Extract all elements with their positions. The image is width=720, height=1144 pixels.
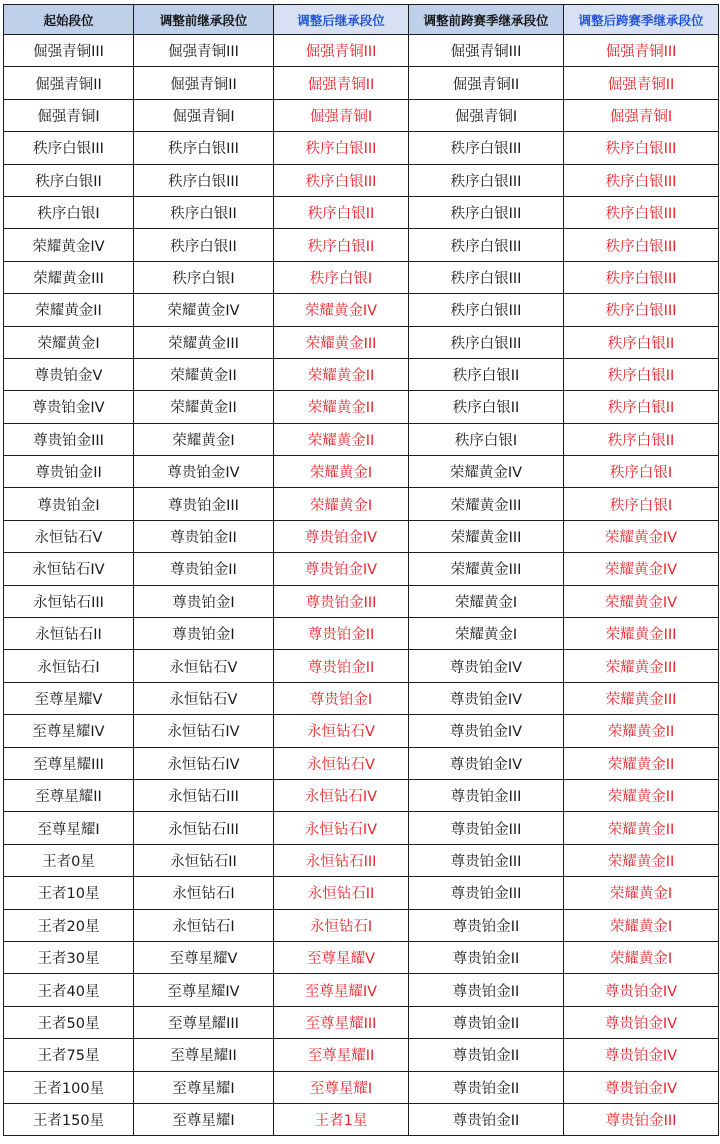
- cell-after-inherit: 荣耀黄金I: [274, 456, 409, 488]
- cell-after-cross-season: 荣耀黄金I: [564, 909, 719, 941]
- cell-after-inherit: 倔强青铜I: [274, 99, 409, 131]
- cell-before-inherit: 永恒钻石II: [134, 844, 274, 876]
- cell-after-inherit: 尊贵铂金IV: [274, 553, 409, 585]
- cell-before-inherit: 永恒钻石IV: [134, 715, 274, 747]
- cell-before-inherit: 尊贵铂金I: [134, 618, 274, 650]
- cell-after-cross-season: 倔强青铜III: [564, 35, 719, 67]
- cell-before-inherit: 永恒钻石IV: [134, 747, 274, 779]
- table-row: [4, 682, 719, 714]
- cell-before-cross-season: 秩序白银III: [409, 294, 564, 326]
- cell-after-cross-season: 荣耀黄金II: [564, 812, 719, 844]
- cell-before-inherit: 荣耀黄金I: [134, 423, 274, 455]
- cell-before-cross-season: 秩序白银III: [409, 229, 564, 261]
- cell-before-inherit: 永恒钻石I: [134, 909, 274, 941]
- cell-after-inherit: 至尊星耀IV: [274, 974, 409, 1006]
- table-row: [4, 779, 719, 811]
- cell-after-inherit: 秩序白银III: [274, 132, 409, 164]
- cell-before-inherit: 荣耀黄金IV: [134, 294, 274, 326]
- cell-before-cross-season: 尊贵铂金II: [409, 909, 564, 941]
- table-row: [4, 456, 719, 488]
- cell-after-inherit: 尊贵铂金II: [274, 650, 409, 682]
- table-row: [4, 747, 719, 779]
- cell-after-inherit: 永恒钻石V: [274, 747, 409, 779]
- cell-before-cross-season: 尊贵铂金III: [409, 877, 564, 909]
- cell-after-inherit: 永恒钻石III: [274, 844, 409, 876]
- cell-after-cross-season: 荣耀黄金I: [564, 941, 719, 973]
- table-row: [4, 423, 719, 455]
- cell-start-rank: 尊贵铂金V: [4, 358, 134, 390]
- cell-after-inherit: 永恒钻石IV: [274, 812, 409, 844]
- table-row: [4, 99, 719, 131]
- cell-before-inherit: 尊贵铂金IV: [134, 456, 274, 488]
- table-row: [4, 1006, 719, 1038]
- cell-after-inherit: 至尊星耀III: [274, 1006, 409, 1038]
- cell-after-inherit: 荣耀黄金II: [274, 423, 409, 455]
- header-after-cross-season: 调整后跨赛季继承段位: [564, 5, 719, 35]
- table-row: [4, 294, 719, 326]
- cell-before-cross-season: 秩序白银II: [409, 358, 564, 390]
- cell-after-inherit: 尊贵铂金IV: [274, 520, 409, 552]
- cell-before-inherit: 秩序白银II: [134, 196, 274, 228]
- cell-after-cross-season: 荣耀黄金IV: [564, 553, 719, 585]
- cell-after-cross-season: 秩序白银II: [564, 326, 719, 358]
- cell-before-inherit: 至尊星耀II: [134, 1039, 274, 1071]
- cell-after-cross-season: 秩序白银I: [564, 456, 719, 488]
- table-row: [4, 909, 719, 941]
- cell-start-rank: 至尊星耀V: [4, 682, 134, 714]
- cell-before-cross-season: 尊贵铂金III: [409, 812, 564, 844]
- table-row: [4, 488, 719, 520]
- cell-after-inherit: 秩序白银I: [274, 261, 409, 293]
- cell-after-cross-season: 倔强青铜I: [564, 99, 719, 131]
- cell-start-rank: 尊贵铂金III: [4, 423, 134, 455]
- cell-after-inherit: 至尊星耀I: [274, 1071, 409, 1103]
- cell-after-inherit: 荣耀黄金III: [274, 326, 409, 358]
- cell-after-inherit: 至尊星耀II: [274, 1039, 409, 1071]
- cell-before-inherit: 秩序白银III: [134, 164, 274, 196]
- cell-after-cross-season: 倔强青铜II: [564, 67, 719, 99]
- cell-start-rank: 王者30星: [4, 941, 134, 973]
- cell-after-cross-season: 尊贵铂金III: [564, 1103, 719, 1135]
- cell-after-cross-season: 荣耀黄金I: [564, 877, 719, 909]
- cell-before-inherit: 尊贵铂金II: [134, 553, 274, 585]
- table-row: [4, 1071, 719, 1103]
- cell-start-rank: 尊贵铂金IV: [4, 391, 134, 423]
- cell-before-cross-season: 荣耀黄金III: [409, 553, 564, 585]
- cell-before-cross-season: 秩序白银III: [409, 326, 564, 358]
- header-before-inherit: 调整前继承段位: [134, 5, 274, 35]
- table-row: [4, 520, 719, 552]
- cell-start-rank: 永恒钻石II: [4, 618, 134, 650]
- table-row: [4, 1103, 719, 1135]
- cell-before-inherit: 永恒钻石V: [134, 682, 274, 714]
- cell-after-cross-season: 秩序白银III: [564, 132, 719, 164]
- cell-start-rank: 秩序白银II: [4, 164, 134, 196]
- cell-after-inherit: 尊贵铂金I: [274, 682, 409, 714]
- cell-after-cross-season: 秩序白银II: [564, 391, 719, 423]
- cell-after-inherit: 荣耀黄金II: [274, 391, 409, 423]
- cell-before-cross-season: 尊贵铂金II: [409, 1103, 564, 1135]
- cell-before-cross-season: 秩序白银II: [409, 391, 564, 423]
- cell-start-rank: 王者40星: [4, 974, 134, 1006]
- cell-start-rank: 尊贵铂金I: [4, 488, 134, 520]
- header-before-cross-season: 调整前跨赛季继承段位: [409, 5, 564, 35]
- cell-before-inherit: 至尊星耀III: [134, 1006, 274, 1038]
- cell-after-cross-season: 秩序白银III: [564, 229, 719, 261]
- cell-before-cross-season: 荣耀黄金III: [409, 520, 564, 552]
- cell-start-rank: 永恒钻石IV: [4, 553, 134, 585]
- table-row: [4, 650, 719, 682]
- cell-after-cross-season: 荣耀黄金IV: [564, 585, 719, 617]
- cell-before-cross-season: 尊贵铂金IV: [409, 650, 564, 682]
- cell-after-inherit: 永恒钻石V: [274, 715, 409, 747]
- cell-before-cross-season: 秩序白银III: [409, 132, 564, 164]
- cell-before-cross-season: 倔强青铜I: [409, 99, 564, 131]
- cell-before-cross-season: 荣耀黄金I: [409, 618, 564, 650]
- table-row: [4, 812, 719, 844]
- rank-inheritance-table: [3, 4, 719, 1136]
- cell-before-inherit: 永恒钻石I: [134, 877, 274, 909]
- cell-before-inherit: 永恒钻石III: [134, 779, 274, 811]
- table-row: [4, 67, 719, 99]
- cell-after-cross-season: 荣耀黄金IV: [564, 520, 719, 552]
- cell-before-inherit: 荣耀黄金III: [134, 326, 274, 358]
- cell-before-inherit: 永恒钻石III: [134, 812, 274, 844]
- table-row: [4, 164, 719, 196]
- cell-start-rank: 至尊星耀IV: [4, 715, 134, 747]
- table-row: [4, 261, 719, 293]
- cell-after-inherit: 尊贵铂金II: [274, 618, 409, 650]
- table-row: [4, 941, 719, 973]
- cell-start-rank: 至尊星耀II: [4, 779, 134, 811]
- cell-before-cross-season: 荣耀黄金I: [409, 585, 564, 617]
- rank-inheritance-table-wrapper: [3, 4, 718, 1136]
- cell-after-cross-season: 尊贵铂金IV: [564, 974, 719, 1006]
- cell-before-inherit: 至尊星耀V: [134, 941, 274, 973]
- cell-before-cross-season: 尊贵铂金II: [409, 1006, 564, 1038]
- cell-after-inherit: 秩序白银II: [274, 196, 409, 228]
- cell-before-cross-season: 尊贵铂金II: [409, 941, 564, 973]
- table-row: [4, 844, 719, 876]
- cell-after-inherit: 秩序白银II: [274, 229, 409, 261]
- cell-before-cross-season: 秩序白银III: [409, 261, 564, 293]
- cell-before-cross-season: 秩序白银III: [409, 196, 564, 228]
- cell-after-cross-season: 尊贵铂金IV: [564, 1006, 719, 1038]
- cell-after-cross-season: 荣耀黄金II: [564, 779, 719, 811]
- cell-after-cross-season: 尊贵铂金IV: [564, 1071, 719, 1103]
- cell-after-cross-season: 秩序白银III: [564, 164, 719, 196]
- cell-start-rank: 永恒钻石III: [4, 585, 134, 617]
- cell-before-inherit: 至尊星耀IV: [134, 974, 274, 1006]
- table-row: [4, 391, 719, 423]
- cell-start-rank: 倔强青铜I: [4, 99, 134, 131]
- cell-start-rank: 至尊星耀III: [4, 747, 134, 779]
- cell-before-cross-season: 尊贵铂金IV: [409, 715, 564, 747]
- cell-after-inherit: 永恒钻石II: [274, 877, 409, 909]
- cell-before-cross-season: 尊贵铂金II: [409, 1071, 564, 1103]
- cell-start-rank: 荣耀黄金III: [4, 261, 134, 293]
- cell-before-inherit: 秩序白银II: [134, 229, 274, 261]
- cell-start-rank: 王者50星: [4, 1006, 134, 1038]
- cell-after-inherit: 倔强青铜II: [274, 67, 409, 99]
- cell-before-cross-season: 荣耀黄金IV: [409, 456, 564, 488]
- cell-after-inherit: 至尊星耀V: [274, 941, 409, 973]
- cell-before-cross-season: 尊贵铂金III: [409, 779, 564, 811]
- cell-before-inherit: 倔强青铜II: [134, 67, 274, 99]
- cell-before-inherit: 秩序白银III: [134, 132, 274, 164]
- cell-start-rank: 尊贵铂金II: [4, 456, 134, 488]
- cell-after-inherit: 倔强青铜III: [274, 35, 409, 67]
- table-row: [4, 35, 719, 67]
- cell-after-cross-season: 荣耀黄金II: [564, 715, 719, 747]
- cell-after-inherit: 永恒钻石I: [274, 909, 409, 941]
- cell-after-cross-season: 秩序白银II: [564, 358, 719, 390]
- cell-before-inherit: 秩序白银I: [134, 261, 274, 293]
- cell-start-rank: 荣耀黄金I: [4, 326, 134, 358]
- table-row: [4, 1039, 719, 1071]
- cell-after-inherit: 荣耀黄金IV: [274, 294, 409, 326]
- table-header: [4, 5, 719, 35]
- cell-start-rank: 王者10星: [4, 877, 134, 909]
- cell-before-cross-season: 荣耀黄金III: [409, 488, 564, 520]
- table-row: [4, 326, 719, 358]
- cell-start-rank: 秩序白银III: [4, 132, 134, 164]
- cell-before-inherit: 至尊星耀I: [134, 1071, 274, 1103]
- header-row: [4, 5, 719, 35]
- cell-start-rank: 王者75星: [4, 1039, 134, 1071]
- cell-after-cross-season: 秩序白银III: [564, 261, 719, 293]
- cell-before-cross-season: 尊贵铂金IV: [409, 747, 564, 779]
- cell-after-cross-season: 秩序白银III: [564, 196, 719, 228]
- cell-before-inherit: 尊贵铂金III: [134, 488, 274, 520]
- table-row: [4, 132, 719, 164]
- cell-start-rank: 王者150星: [4, 1103, 134, 1135]
- table-row: [4, 715, 719, 747]
- cell-after-inherit: 荣耀黄金I: [274, 488, 409, 520]
- cell-after-cross-season: 荣耀黄金II: [564, 844, 719, 876]
- cell-start-rank: 至尊星耀I: [4, 812, 134, 844]
- cell-before-inherit: 尊贵铂金I: [134, 585, 274, 617]
- cell-after-cross-season: 荣耀黄金II: [564, 747, 719, 779]
- cell-start-rank: 倔强青铜II: [4, 67, 134, 99]
- table-row: [4, 553, 719, 585]
- cell-before-cross-season: 秩序白银III: [409, 164, 564, 196]
- table-row: [4, 358, 719, 390]
- cell-start-rank: 荣耀黄金II: [4, 294, 134, 326]
- cell-before-inherit: 倔强青铜III: [134, 35, 274, 67]
- cell-after-inherit: 秩序白银III: [274, 164, 409, 196]
- cell-start-rank: 倔强青铜III: [4, 35, 134, 67]
- cell-before-inherit: 荣耀黄金II: [134, 391, 274, 423]
- cell-before-inherit: 至尊星耀I: [134, 1103, 274, 1135]
- table-row: [4, 229, 719, 261]
- cell-before-cross-season: 尊贵铂金II: [409, 1039, 564, 1071]
- cell-after-cross-season: 秩序白银III: [564, 294, 719, 326]
- cell-after-inherit: 王者1星: [274, 1103, 409, 1135]
- cell-before-cross-season: 倔强青铜III: [409, 35, 564, 67]
- cell-after-cross-season: 秩序白银II: [564, 423, 719, 455]
- table-row: [4, 974, 719, 1006]
- table-body: [4, 35, 719, 1136]
- cell-start-rank: 王者0星: [4, 844, 134, 876]
- cell-start-rank: 王者20星: [4, 909, 134, 941]
- cell-start-rank: 王者100星: [4, 1071, 134, 1103]
- cell-start-rank: 荣耀黄金IV: [4, 229, 134, 261]
- cell-before-inherit: 尊贵铂金II: [134, 520, 274, 552]
- table-row: [4, 618, 719, 650]
- table-row: [4, 585, 719, 617]
- cell-start-rank: 秩序白银I: [4, 196, 134, 228]
- cell-before-cross-season: 尊贵铂金IV: [409, 682, 564, 714]
- table-row: [4, 196, 719, 228]
- cell-before-inherit: 倔强青铜I: [134, 99, 274, 131]
- cell-after-cross-season: 秩序白银I: [564, 488, 719, 520]
- cell-after-cross-season: 荣耀黄金III: [564, 618, 719, 650]
- cell-before-inherit: 荣耀黄金II: [134, 358, 274, 390]
- cell-before-inherit: 永恒钻石V: [134, 650, 274, 682]
- cell-after-cross-season: 尊贵铂金IV: [564, 1039, 719, 1071]
- cell-after-inherit: 永恒钻石IV: [274, 779, 409, 811]
- cell-after-cross-season: 荣耀黄金III: [564, 682, 719, 714]
- cell-before-cross-season: 尊贵铂金II: [409, 974, 564, 1006]
- cell-before-cross-season: 秩序白银I: [409, 423, 564, 455]
- cell-start-rank: 永恒钻石I: [4, 650, 134, 682]
- cell-start-rank: 永恒钻石V: [4, 520, 134, 552]
- cell-after-inherit: 荣耀黄金II: [274, 358, 409, 390]
- header-start-rank: 起始段位: [4, 5, 134, 35]
- table-row: [4, 877, 719, 909]
- cell-before-cross-season: 尊贵铂金III: [409, 844, 564, 876]
- cell-before-cross-season: 倔强青铜II: [409, 67, 564, 99]
- header-after-inherit: 调整后继承段位: [274, 5, 409, 35]
- cell-after-inherit: 尊贵铂金III: [274, 585, 409, 617]
- cell-after-cross-season: 荣耀黄金III: [564, 650, 719, 682]
